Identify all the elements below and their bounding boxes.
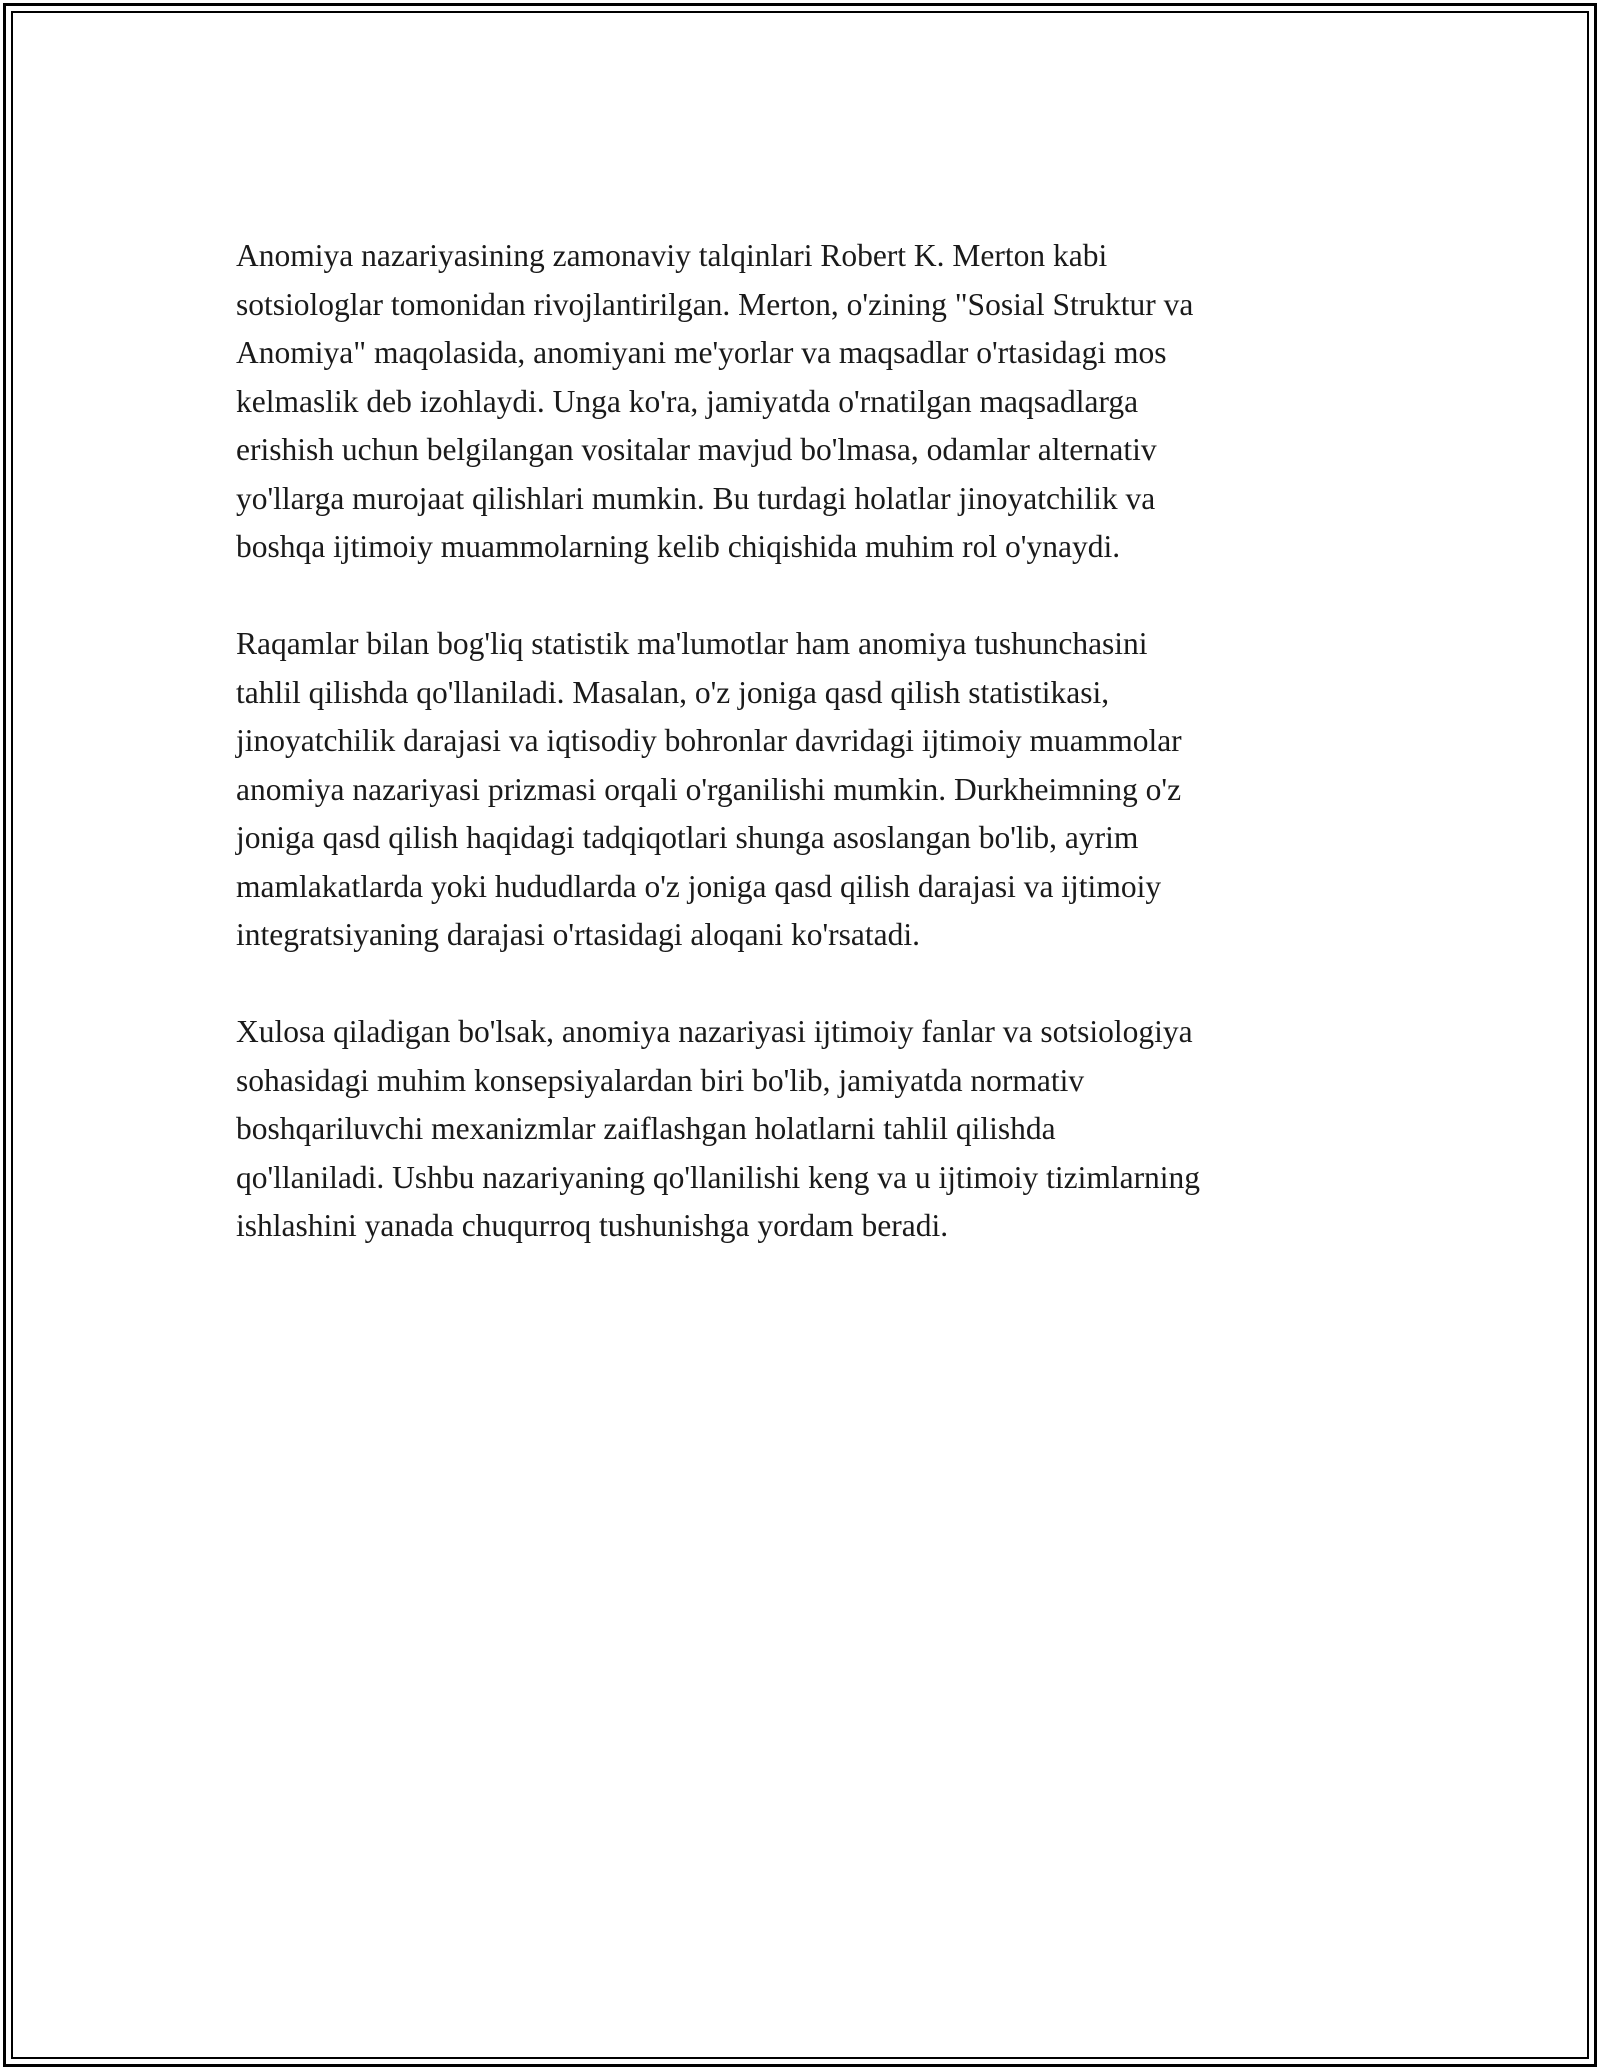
text-line: Anomiya nazariyasining zamonaviy talqinlari Robert K. Merton kabi — [236, 238, 1108, 273]
text-line: ishlashini yanada chuqurroq tushunishga yordam beradi. — [236, 1208, 949, 1243]
text-line: tahlil qilishda qo'llaniladi. Masalan, o'z joniga qasd qilish statistikasi, — [236, 674, 1110, 710]
paragraph-conclusion — [236, 1008, 1376, 1251]
text-line: Anomiya" maqolasida, anomiyani me'yorlar va maqsadlar o'rtasidagi mos — [236, 335, 1167, 370]
text-line: mamlakatlarda yoki hududlarda o'z joniga qasd qilish darajasi va ijtimoiy — [236, 868, 1162, 904]
text-line: kelmaslik deb izohlaydi. Unga ko'ra, jamiyatda o'rnatilgan maqsadlarga — [236, 383, 1139, 419]
text-line: yo'llarga murojaat qilishlari mumkin. Bu turdagi holatlar jinoyatchilik va — [236, 480, 1156, 516]
text-line: integratsiyaning darajasi o'rtasidagi aloqani ko'rsatadi. — [236, 917, 921, 952]
text-line: jinoyatchilik darajasi va iqtisodiy bohronlar davridagi ijtimoiy muammolar — [236, 723, 1182, 758]
text-line: Xulosa qiladigan bo'lsak, anomiya nazariyasi ijtimoiy fanlar va sotsiologiya — [236, 1014, 1193, 1049]
text-line: Raqamlar bilan bog'liq statistik ma'lumotlar ham anomiya tushunchasini — [236, 626, 1148, 661]
text-line: sohasidagi muhim konsepsiyalardan biri bo'lib, jamiyatda normativ — [236, 1062, 1085, 1098]
text-line: joniga qasd qilish haqidagi tadqiqotlari shunga asoslangan bo'lib, ayrim — [236, 820, 1139, 855]
paragraph-statistics — [236, 620, 1376, 960]
text-line: boshqariluvchi mexanizmlar zaiflashgan holatlarni tahlil qilishda — [236, 1111, 1056, 1146]
text-line: sotsiologlar tomonidan rivojlantirilgan. Merton, o'zining "Sosial Struktur va — [236, 286, 1194, 322]
document-body — [236, 232, 1376, 1299]
paragraph-merton — [236, 232, 1376, 572]
text-line: erishish uchun belgilangan vositalar mavjud bo'lmasa, odamlar alternativ — [236, 432, 1157, 467]
text-line: qo'llaniladi. Ushbu nazariyaning qo'llanilishi keng va u ijtimoiy tizimlarning — [236, 1159, 1201, 1195]
text-line: boshqa ijtimoiy muammolarning kelib chiqishida muhim rol o'ynaydi. — [236, 529, 1121, 564]
text-line: anomiya nazariyasi prizmasi orqali o'rganilishi mumkin. Durkheimning o'z — [236, 771, 1182, 807]
